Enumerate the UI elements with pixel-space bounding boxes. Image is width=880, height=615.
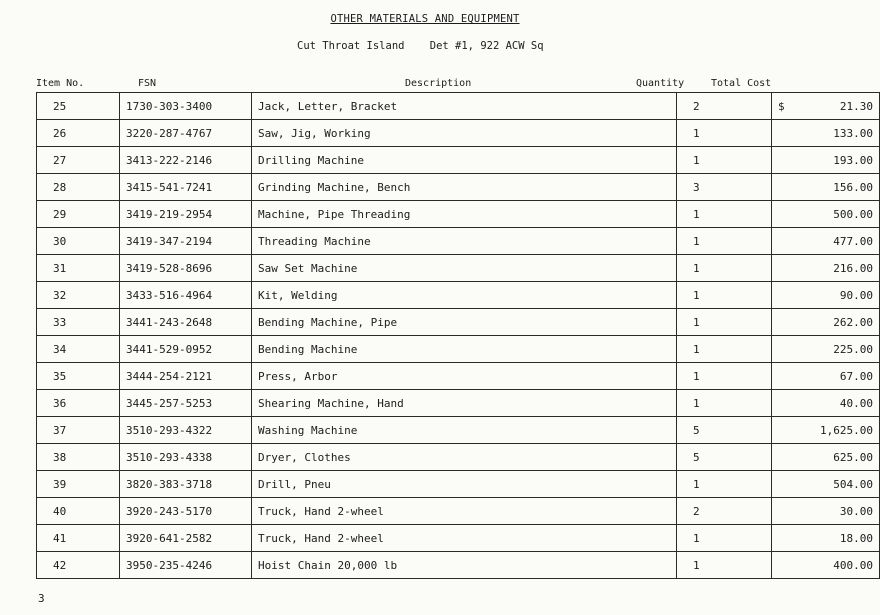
cell-total-cost xyxy=(772,471,880,498)
currency-symbol xyxy=(778,505,788,518)
currency-symbol xyxy=(778,127,788,140)
table-row xyxy=(37,417,880,444)
currency-symbol xyxy=(778,424,788,437)
cell-item-no: 41 xyxy=(37,525,120,552)
cell-quantity: 1 xyxy=(677,201,772,228)
cell-fsn: 3510-293-4322 xyxy=(120,417,252,444)
cell-item-no: 36 xyxy=(37,390,120,417)
cell-fsn: 3510-293-4338 xyxy=(120,444,252,471)
cell-quantity: 1 xyxy=(677,363,772,390)
table-row xyxy=(37,93,880,120)
cell-quantity: 1 xyxy=(677,228,772,255)
cell-quantity: 1 xyxy=(677,390,772,417)
cell-quantity: 2 xyxy=(677,498,772,525)
table-row xyxy=(37,309,880,336)
cell-total-cost xyxy=(772,417,880,444)
table-row xyxy=(37,552,880,579)
table-row xyxy=(37,120,880,147)
cell-item-no: 27 xyxy=(37,147,120,174)
cell-description: Grinding Machine, Bench xyxy=(252,174,677,201)
header-quantity: Quantity xyxy=(636,78,685,89)
column-headers xyxy=(0,78,850,92)
table-row xyxy=(37,282,880,309)
cell-item-no: 40 xyxy=(37,498,120,525)
cell-fsn: 3950-235-4246 xyxy=(120,552,252,579)
cost-value: 400.00 xyxy=(833,558,873,572)
cell-item-no: 26 xyxy=(37,120,120,147)
cell-description: Bending Machine xyxy=(252,336,677,363)
cost-value: 625.00 xyxy=(833,450,873,464)
cell-fsn: 3920-641-2582 xyxy=(120,525,252,552)
cell-total-cost xyxy=(772,552,880,579)
cost-value: 67.00 xyxy=(839,369,873,383)
header-total-cost: Total Cost xyxy=(711,78,772,89)
cell-description: Hoist Chain 20,000 lb xyxy=(252,552,677,579)
cell-fsn: 3415-541-7241 xyxy=(120,174,252,201)
cell-quantity: 1 xyxy=(677,255,772,282)
cell-total-cost xyxy=(772,525,880,552)
table-row xyxy=(37,498,880,525)
cell-fsn: 3445-257-5253 xyxy=(120,390,252,417)
page-number: 3 xyxy=(38,592,45,605)
cell-item-no: 31 xyxy=(37,255,120,282)
currency-symbol xyxy=(778,289,788,302)
currency-symbol xyxy=(778,397,788,410)
cell-fsn: 3444-254-2121 xyxy=(120,363,252,390)
currency-symbol xyxy=(778,478,788,491)
cell-item-no: 30 xyxy=(37,228,120,255)
cell-total-cost xyxy=(772,282,880,309)
cell-fsn: 3413-222-2146 xyxy=(120,147,252,174)
cell-total-cost xyxy=(772,498,880,525)
header-item-no: Item No. xyxy=(36,78,85,89)
currency-symbol xyxy=(778,343,788,356)
cell-fsn: 3419-528-8696 xyxy=(120,255,252,282)
table-row xyxy=(37,201,880,228)
cell-total-cost xyxy=(772,147,880,174)
cost-value: 156.00 xyxy=(833,180,873,194)
cell-total-cost xyxy=(772,309,880,336)
cell-total-cost xyxy=(772,336,880,363)
cell-total-cost xyxy=(772,120,880,147)
document-subtitle: Cut Throat Island Det #1, 922 ACW Sq xyxy=(297,40,544,52)
cell-quantity: 3 xyxy=(677,174,772,201)
cell-item-no: 28 xyxy=(37,174,120,201)
cell-fsn: 3441-529-0952 xyxy=(120,336,252,363)
cell-total-cost xyxy=(772,93,880,120)
table-row xyxy=(37,390,880,417)
currency-symbol xyxy=(778,316,788,329)
table-row xyxy=(37,525,880,552)
cost-value: 500.00 xyxy=(833,207,873,221)
cell-total-cost xyxy=(772,174,880,201)
currency-symbol xyxy=(778,154,788,167)
cell-fsn: 3433-516-4964 xyxy=(120,282,252,309)
cell-description: Bending Machine, Pipe xyxy=(252,309,677,336)
currency-symbol xyxy=(778,532,788,545)
cell-item-no: 29 xyxy=(37,201,120,228)
cell-quantity: 1 xyxy=(677,282,772,309)
currency-symbol xyxy=(778,181,788,194)
cost-value: 216.00 xyxy=(833,261,873,275)
currency-symbol xyxy=(778,559,788,572)
cost-value: 90.00 xyxy=(839,288,873,302)
cell-item-no: 42 xyxy=(37,552,120,579)
currency-symbol xyxy=(778,235,788,248)
cell-total-cost xyxy=(772,255,880,282)
cell-quantity: 1 xyxy=(677,309,772,336)
cost-value: 133.00 xyxy=(833,126,873,140)
cell-item-no: 32 xyxy=(37,282,120,309)
cost-value: 504.00 xyxy=(833,477,873,491)
cell-description: Machine, Pipe Threading xyxy=(252,201,677,228)
table-row xyxy=(37,444,880,471)
cell-item-no: 34 xyxy=(37,336,120,363)
header-fsn: FSN xyxy=(138,78,157,89)
cell-description: Threading Machine xyxy=(252,228,677,255)
cell-quantity: 1 xyxy=(677,336,772,363)
table-row xyxy=(37,363,880,390)
cell-quantity: 2 xyxy=(677,93,772,120)
table-row xyxy=(37,147,880,174)
table-body xyxy=(37,93,880,579)
cell-item-no: 37 xyxy=(37,417,120,444)
cell-fsn: 3419-347-2194 xyxy=(120,228,252,255)
table-row xyxy=(37,174,880,201)
equipment-table xyxy=(36,92,880,579)
cell-quantity: 1 xyxy=(677,471,772,498)
cost-value: 40.00 xyxy=(839,396,873,410)
cell-fsn: 3220-287-4767 xyxy=(120,120,252,147)
cell-fsn: 3419-219-2954 xyxy=(120,201,252,228)
currency-symbol xyxy=(778,370,788,383)
cost-value: 225.00 xyxy=(833,342,873,356)
cost-value: 193.00 xyxy=(833,153,873,167)
cell-total-cost xyxy=(772,228,880,255)
table-row xyxy=(37,471,880,498)
cell-description: Jack, Letter, Bracket xyxy=(252,93,677,120)
cell-total-cost xyxy=(772,390,880,417)
table-row xyxy=(37,336,880,363)
cell-description: Washing Machine xyxy=(252,417,677,444)
cell-description: Press, Arbor xyxy=(252,363,677,390)
cell-quantity: 1 xyxy=(677,147,772,174)
cost-value: 21.30 xyxy=(839,99,873,113)
cell-description: Shearing Machine, Hand xyxy=(252,390,677,417)
cell-description: Dryer, Clothes xyxy=(252,444,677,471)
cell-item-no: 25 xyxy=(37,93,120,120)
cell-quantity: 5 xyxy=(677,444,772,471)
cell-item-no: 38 xyxy=(37,444,120,471)
cell-total-cost xyxy=(772,363,880,390)
cell-description: Drilling Machine xyxy=(252,147,677,174)
cost-value: 30.00 xyxy=(839,504,873,518)
cell-description: Truck, Hand 2-wheel xyxy=(252,498,677,525)
currency-symbol xyxy=(778,262,788,275)
cost-value: 1,625.00 xyxy=(820,423,873,437)
cell-description: Drill, Pneu xyxy=(252,471,677,498)
currency-symbol xyxy=(778,208,788,221)
cell-item-no: 39 xyxy=(37,471,120,498)
cell-quantity: 1 xyxy=(677,120,772,147)
cell-fsn: 3920-243-5170 xyxy=(120,498,252,525)
table-row xyxy=(37,228,880,255)
cell-quantity: 5 xyxy=(677,417,772,444)
cell-description: Truck, Hand 2-wheel xyxy=(252,525,677,552)
cost-value: 262.00 xyxy=(833,315,873,329)
cell-quantity: 1 xyxy=(677,552,772,579)
cell-fsn: 1730-303-3400 xyxy=(120,93,252,120)
cost-value: 18.00 xyxy=(839,531,873,545)
currency-symbol: $ xyxy=(778,99,785,113)
cell-quantity: 1 xyxy=(677,525,772,552)
cell-fsn: 3820-383-3718 xyxy=(120,471,252,498)
document-title: OTHER MATERIALS AND EQUIPMENT xyxy=(330,13,520,25)
cell-item-no: 33 xyxy=(37,309,120,336)
cell-fsn: 3441-243-2648 xyxy=(120,309,252,336)
header-description: Description xyxy=(405,78,472,89)
cell-total-cost xyxy=(772,201,880,228)
cell-item-no: 35 xyxy=(37,363,120,390)
cell-description: Kit, Welding xyxy=(252,282,677,309)
currency-symbol xyxy=(778,451,788,464)
cost-value: 477.00 xyxy=(833,234,873,248)
cell-description: Saw Set Machine xyxy=(252,255,677,282)
cell-total-cost xyxy=(772,444,880,471)
table-row xyxy=(37,255,880,282)
cell-description: Saw, Jig, Working xyxy=(252,120,677,147)
